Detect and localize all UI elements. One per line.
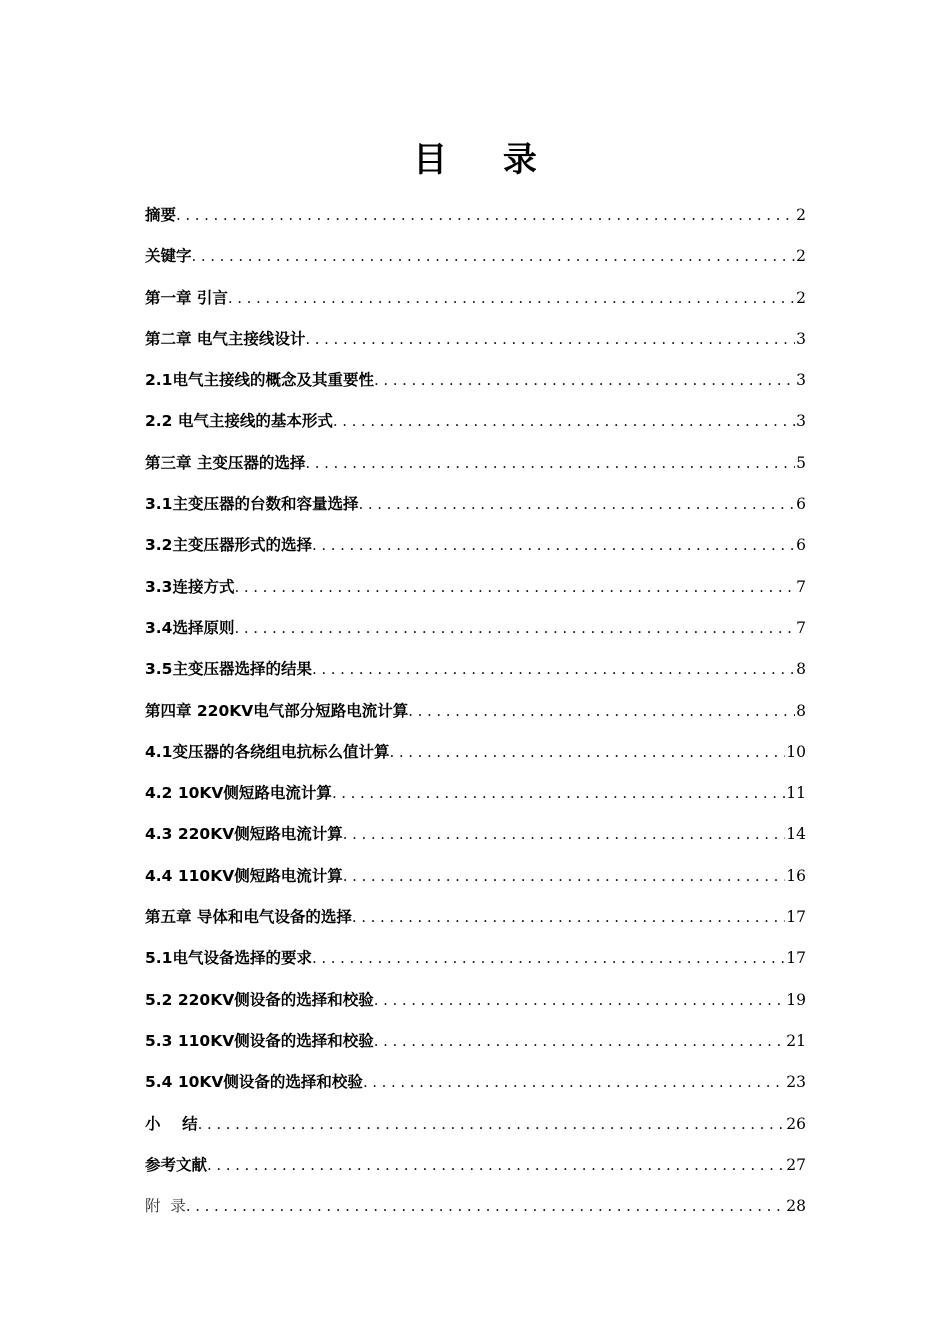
- toc-entry-label: 5.1电气设备选择的要求: [145, 949, 312, 968]
- toc-entry-section-4-4[interactable]: [145, 856, 806, 897]
- toc-entry-label: 3.5主变压器选择的结果: [145, 660, 312, 679]
- toc-entry-label: 4.2 10KV侧短路电流计算: [145, 784, 332, 803]
- toc-entry-page: 19: [786, 990, 806, 1009]
- toc-dot-leader: [408, 691, 795, 732]
- toc-entry-section-2-1[interactable]: [145, 360, 806, 401]
- toc-entry-label: 3.2主变压器形式的选择: [145, 536, 312, 555]
- toc-entry-label: 3.3连接方式: [145, 577, 235, 596]
- toc-entry-label: 摘要: [145, 206, 177, 224]
- toc-entry-section-4-2[interactable]: [145, 773, 806, 814]
- toc-entry-label: 2.1电气主接线的概念及其重要性: [145, 371, 374, 390]
- toc-entry-section-5-1[interactable]: [145, 938, 806, 979]
- toc-entry-section-3-3[interactable]: [145, 567, 806, 608]
- toc-entry-section-5-4[interactable]: [145, 1062, 806, 1103]
- toc-dot-leader: [228, 278, 795, 319]
- toc-dot-leader: [389, 732, 785, 773]
- toc-dot-leader: [234, 608, 795, 649]
- toc-dot-leader: [374, 360, 795, 401]
- toc-entry-page: 11: [786, 784, 806, 803]
- toc-dot-leader: [305, 443, 795, 484]
- toc-entry-label: 第二章 电气主接线设计: [145, 329, 306, 348]
- toc-entry-page: 6: [796, 536, 806, 555]
- toc-dot-leader: [312, 525, 795, 566]
- toc-entry-page: 7: [796, 577, 806, 596]
- toc-entry-page: 8: [796, 701, 806, 720]
- toc-entry-label: 3.1主变压器的台数和容量选择: [145, 495, 359, 514]
- toc-dot-leader: [374, 980, 786, 1021]
- toc-entry-label: 参考文献: [145, 1155, 208, 1174]
- toc-entry-label: 小 结: [145, 1114, 198, 1133]
- toc-dot-leader: [343, 856, 786, 897]
- toc-entry-page: 3: [796, 371, 806, 390]
- toc-entry-chapter-1[interactable]: [145, 278, 806, 319]
- toc-entry-page: 5: [796, 453, 806, 472]
- toc-entry-page: 23: [786, 1073, 806, 1092]
- toc-dot-leader: [312, 938, 785, 979]
- toc-entry-label: 4.3 220KV侧短路电流计算: [145, 825, 343, 844]
- toc-dot-leader: [363, 1062, 785, 1103]
- toc-dot-leader: [186, 1186, 785, 1227]
- toc-dot-leader: [305, 319, 795, 360]
- toc-entry-label: 附 录: [145, 1197, 186, 1216]
- toc-entry-page: 28: [786, 1197, 806, 1216]
- toc-entry-chapter-3[interactable]: [145, 443, 806, 484]
- toc-dot-leader: [352, 897, 785, 938]
- toc-entry-page: 8: [796, 660, 806, 679]
- toc-entry-section-5-2[interactable]: [145, 980, 806, 1021]
- toc-entry-chapter-4[interactable]: [145, 691, 806, 732]
- toc-entry-page: 26: [786, 1114, 806, 1133]
- table-of-contents: [145, 195, 806, 1227]
- toc-entry-section-3-2[interactable]: [145, 525, 806, 566]
- toc-entry-page: 17: [786, 949, 806, 968]
- toc-entry-page: 17: [786, 908, 806, 927]
- toc-entry-label: 4.1变压器的各绕组电抗标么值计算: [145, 742, 390, 761]
- toc-entry-page: 21: [786, 1031, 806, 1050]
- toc-entry-references[interactable]: [145, 1145, 806, 1186]
- toc-entry-section-3-1[interactable]: [145, 484, 806, 525]
- toc-entry-page: 27: [786, 1155, 806, 1174]
- toc-entry-label: 第三章 主变压器的选择: [145, 453, 306, 472]
- toc-entry-section-4-3[interactable]: [145, 814, 806, 855]
- toc-dot-leader: [332, 773, 785, 814]
- toc-entry-chapter-5[interactable]: [145, 897, 806, 938]
- toc-entry-label: 2.2 电气主接线的基本形式: [145, 412, 333, 431]
- toc-entry-label: 3.4选择原则: [145, 618, 235, 637]
- toc-dot-leader: [207, 1145, 785, 1186]
- toc-entry-section-3-4[interactable]: [145, 608, 806, 649]
- toc-entry-abstract[interactable]: [145, 195, 806, 236]
- toc-entry-page: 3: [796, 412, 806, 431]
- toc-entry-label: 4.4 110KV侧短路电流计算: [145, 866, 343, 885]
- toc-entry-section-4-1[interactable]: [145, 732, 806, 773]
- toc-dot-leader: [374, 1021, 786, 1062]
- toc-entry-label: 5.4 10KV侧设备的选择和校验: [145, 1073, 363, 1092]
- toc-entry-section-5-3[interactable]: [145, 1021, 806, 1062]
- toc-entry-page: 2: [796, 206, 806, 224]
- toc-dot-leader: [333, 401, 795, 442]
- toc-entry-page: 10: [786, 742, 806, 761]
- toc-entry-chapter-2[interactable]: [145, 319, 806, 360]
- toc-entry-label: 关键字: [145, 247, 192, 266]
- toc-entry-label: 5.3 110KV侧设备的选择和校验: [145, 1031, 374, 1050]
- toc-entry-page: 16: [786, 866, 806, 885]
- toc-entry-label: 第五章 导体和电气设备的选择: [145, 908, 352, 927]
- toc-entry-keywords[interactable]: [145, 236, 806, 277]
- toc-dot-leader: [343, 814, 786, 855]
- toc-dot-leader: [312, 649, 795, 690]
- toc-dot-leader: [358, 484, 795, 525]
- toc-dot-leader: [198, 1104, 786, 1145]
- toc-entry-section-2-2[interactable]: [145, 401, 806, 442]
- toc-entry-appendix[interactable]: [145, 1186, 806, 1227]
- toc-entry-summary[interactable]: [145, 1104, 806, 1145]
- toc-dot-leader: [192, 236, 796, 277]
- toc-entry-section-3-5[interactable]: [145, 649, 806, 690]
- toc-dot-leader: [176, 195, 795, 236]
- toc-entry-label: 第四章 220KV电气部分短路电流计算: [145, 701, 409, 720]
- toc-entry-page: 7: [796, 618, 806, 637]
- toc-entry-label: 5.2 220KV侧设备的选择和校验: [145, 990, 374, 1009]
- toc-dot-leader: [234, 567, 795, 608]
- toc-entry-page: 14: [786, 825, 806, 844]
- toc-entry-page: 6: [796, 495, 806, 514]
- toc-entry-page: 2: [796, 247, 806, 266]
- toc-entry-page: 2: [796, 288, 806, 307]
- page-title: 目 录: [413, 140, 559, 180]
- toc-entry-page: 3: [796, 329, 806, 348]
- toc-entry-label: 第一章 引言: [145, 288, 228, 307]
